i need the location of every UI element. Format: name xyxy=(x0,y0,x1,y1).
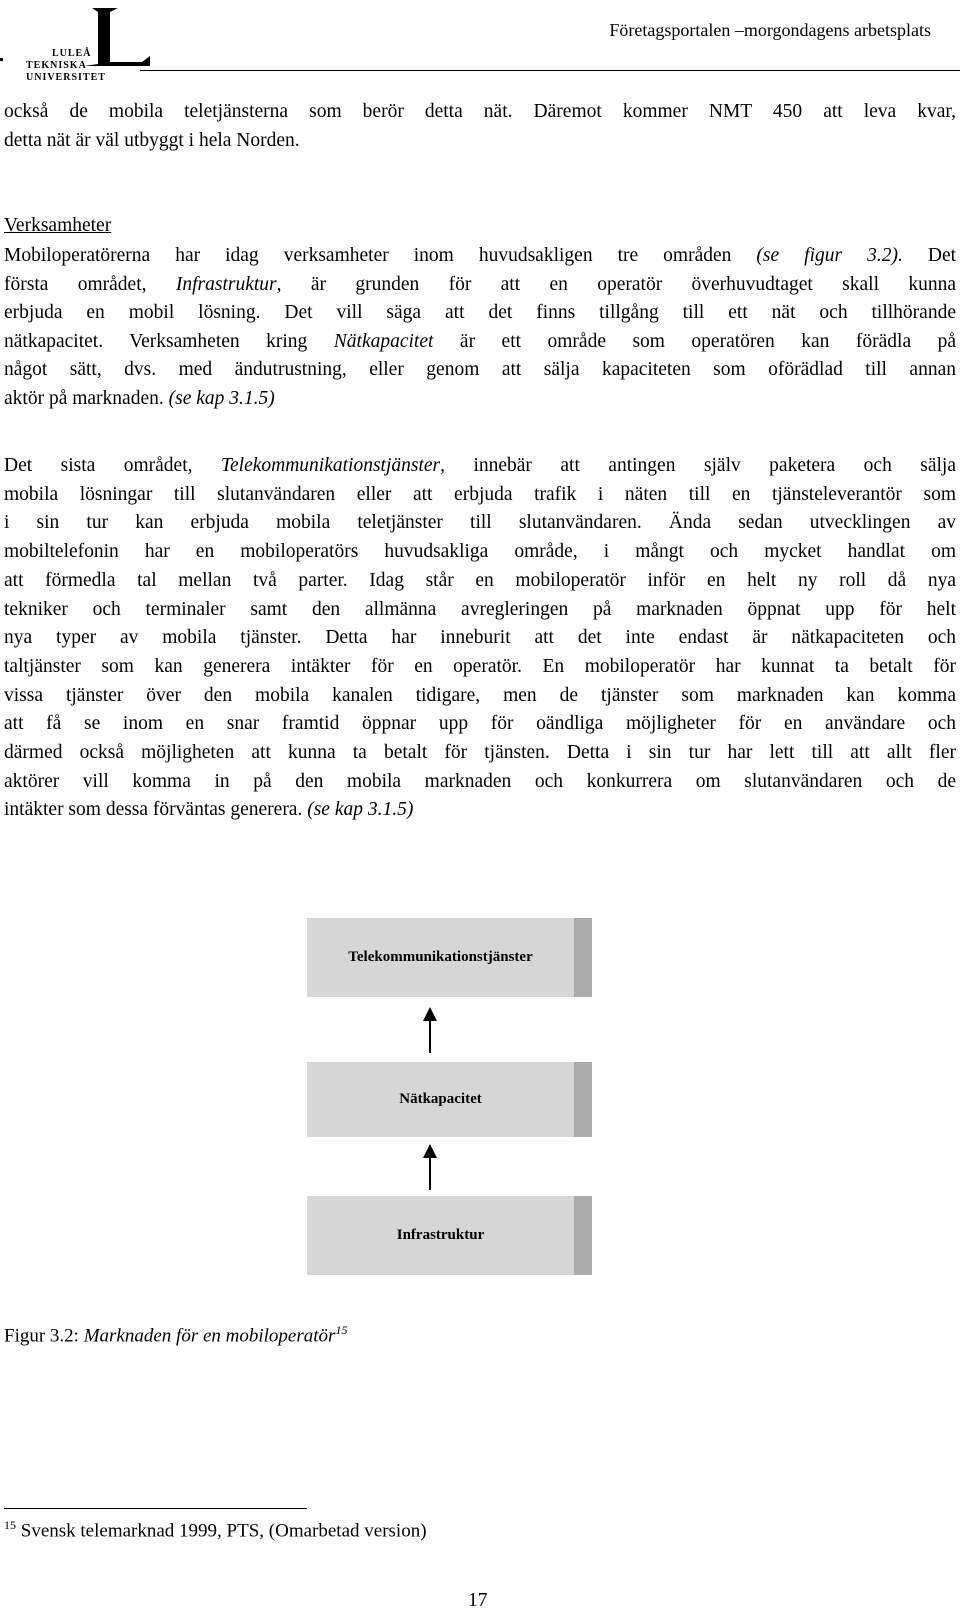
footnote: $^{15}$ Svensk telemarknad 1999, PTS, (Omarbetad version) xyxy=(4,1518,427,1542)
header-rule xyxy=(140,70,960,71)
header-dot xyxy=(0,58,3,61)
text-line: detta nät är väl utbyggt i hela Norden. xyxy=(4,129,300,151)
paragraph-3 xyxy=(4,452,956,825)
figure-box-telekommunikationstjanster: Telekommunikationstjänster xyxy=(307,918,574,997)
arrow-up-icon xyxy=(422,1007,438,1053)
text-line: vissa tjänster över den mobila kanalen tidigare, men de tjänster som marknaden kan komma xyxy=(4,684,956,706)
page-number: 17 xyxy=(468,1590,488,1611)
footnote-rule xyxy=(4,1508,307,1509)
text-line: i sin tur kan erbjuda mobila teletjänster till slutanvändaren. Ända sedan utvecklingen av xyxy=(4,512,956,534)
logo-text-line2: TEKNISKA xyxy=(26,60,87,71)
university-logo xyxy=(0,6,150,84)
figure-box-natkapacitet: Nätkapacitet xyxy=(307,1062,574,1137)
text-line: mobiltelefonin har en mobiloperatörs huvudsakliga område, i mångt och mycket handlat om xyxy=(4,541,956,563)
paragraph-2 xyxy=(4,242,956,413)
text-line: tekniker och terminaler samt den allmänna avregleringen på marknaden öppnat upp för helt xyxy=(4,598,956,620)
text-line: Mobiloperatörerna har idag verksamheter inom huvudsakligen tre områden (se figur 3.2). Det xyxy=(4,245,957,266)
logo-letter-l xyxy=(84,8,150,66)
text-line: första området, Infrastruktur, är grunden för att en operatör överhuvudtaget skall kunna xyxy=(4,273,956,295)
section-heading: Verksamheter xyxy=(4,215,112,236)
text-line: nätkapacitet. Verksamheten kring Nätkapacitet är ett område som operatören kan förädla på xyxy=(4,330,957,352)
text-line: intäkter som dessa förväntas generera. (se kap 3.1.5) xyxy=(4,799,414,821)
text-line: taltjänster som kan generera intäkter för en operatör. En mobiloperatör har kunnat ta betalt för xyxy=(4,655,956,677)
text-line: att få se inom en snar framtid öppnar upp för oändliga möjligheter för en användare och xyxy=(4,713,956,735)
text-line: aktörer vill komma in på den mobila marknaden och konkurrera om slutanvändaren och de xyxy=(4,770,956,792)
text-line: mobila lösningar till slutanvändaren eller att erbjuda trafik i näten till en tjänsteleverantör som xyxy=(4,483,956,505)
text-line: något sätt, dvs. med ändutrustning, eller genom att sälja kapaciteten som oförädlad till annan xyxy=(4,359,956,380)
text-line: att förmedla tal mellan två parter. Idag står en mobiloperatör inför en helt ny roll då nya xyxy=(4,569,956,591)
text-line: Det sista området, Telekommunikationstjänster, innebär att antingen själv paketera och sälja xyxy=(4,455,956,476)
logo-text-line3: UNIVERSITET xyxy=(26,72,106,83)
text-line: därmed också möjligheten att kunna ta betalt för tjänsten. Detta i sin tur har lett till att allt fler xyxy=(4,742,956,764)
arrow-up-icon xyxy=(422,1144,438,1190)
text-line: erbjuda en mobil lösning. Det vill säga att det finns tillgång till ett nät och tillhörande xyxy=(4,302,956,323)
logo-text-line1: LULEÅ xyxy=(52,48,92,59)
figure-box-infrastruktur: Infrastruktur xyxy=(307,1196,574,1275)
text-line: också de mobila teletjänsterna som berör detta nät. Däremot kommer NMT 450 att leva kvar, xyxy=(4,101,956,122)
header-title: Företagsportalen –morgondagens arbetsplats xyxy=(609,20,931,40)
text-line: aktör på marknaden. (se kap 3.1.5) xyxy=(4,387,275,409)
text-line: nya typer av mobila tjänster. Detta har inneburit att det inte endast är nätkapaciteten och xyxy=(4,627,956,649)
paragraph-1 xyxy=(4,98,956,155)
figure-caption: Figur 3.2: Marknaden för en mobiloperatör$^{15}$ xyxy=(4,1323,348,1347)
